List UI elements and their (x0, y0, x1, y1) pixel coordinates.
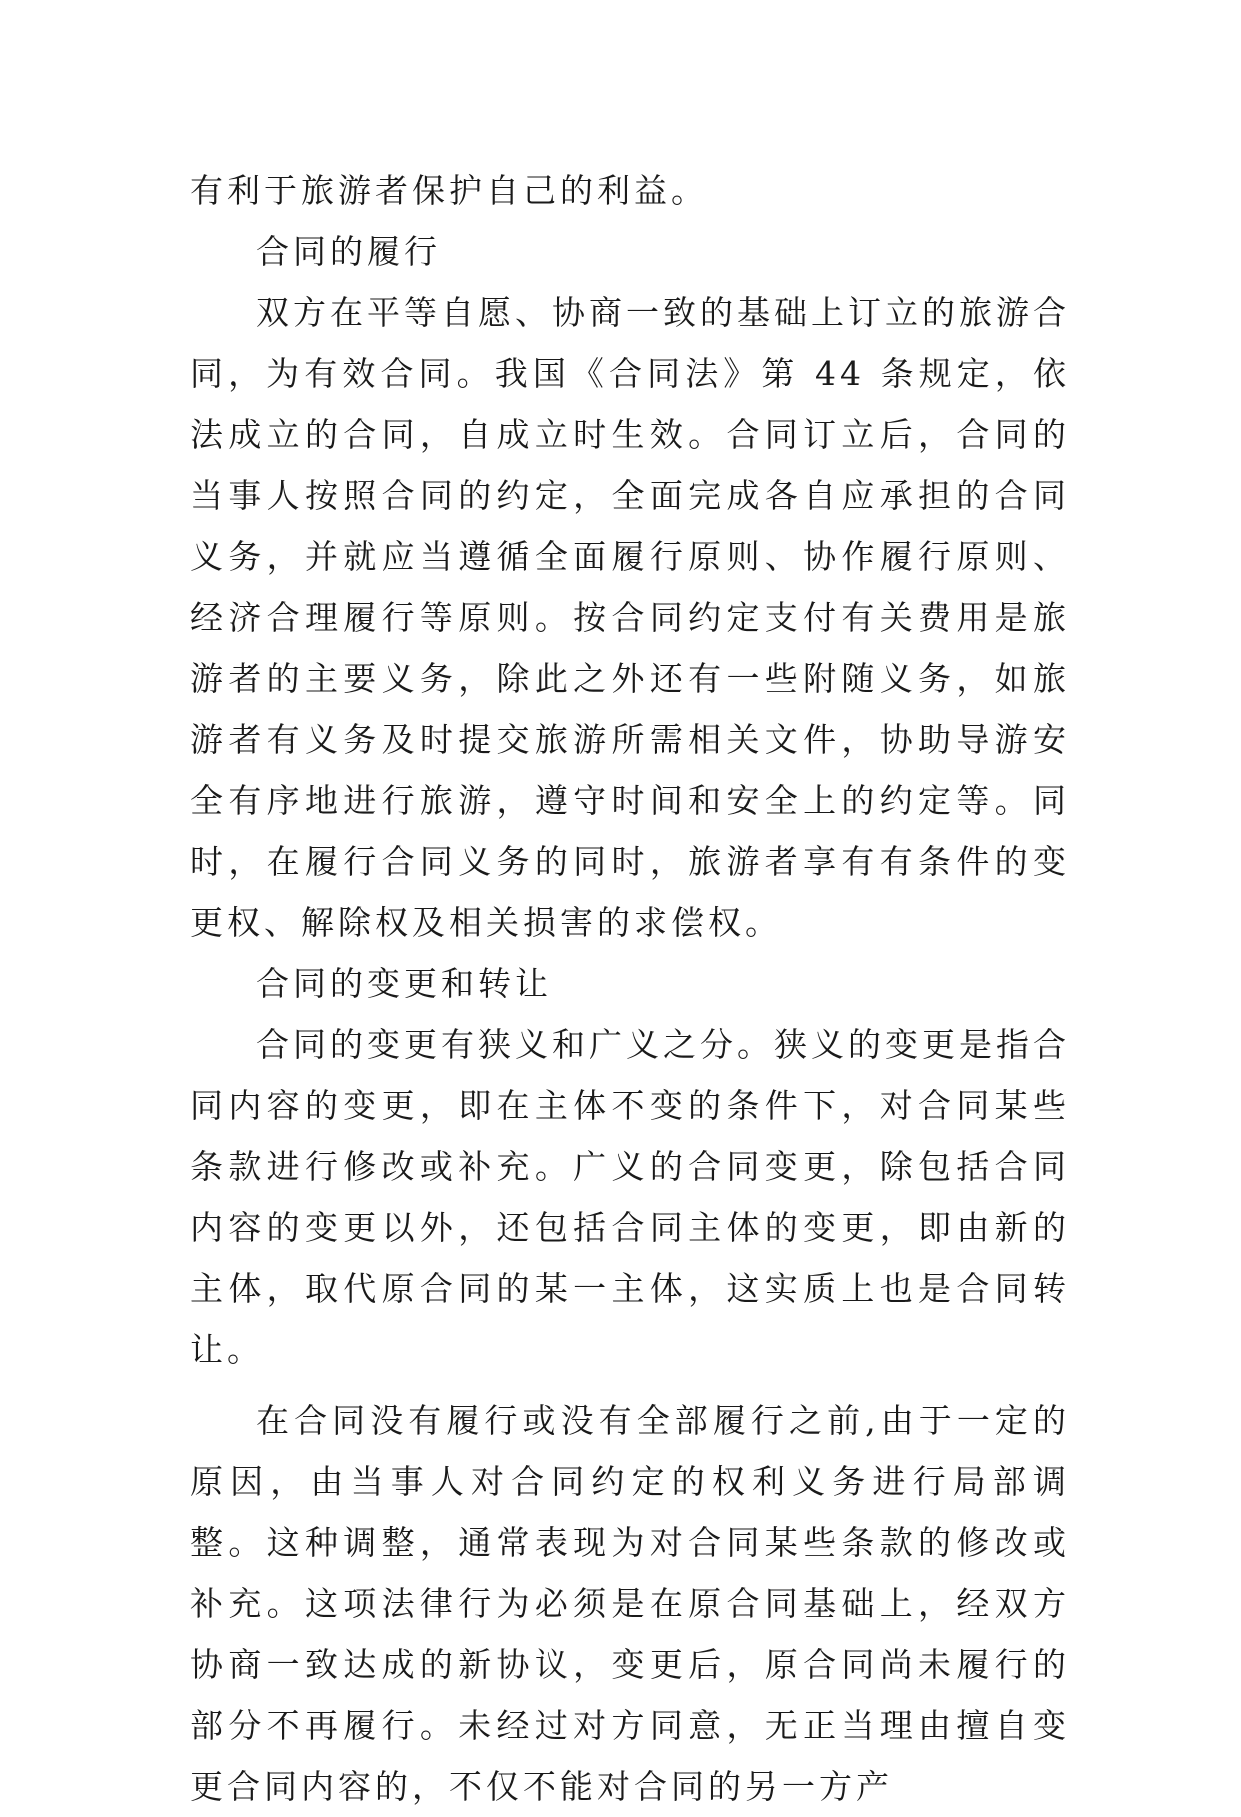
body-text (190, 160, 1070, 1817)
paragraph-performance: 双方在平等自愿、协商一致的基础上订立的旅游合同，为有效合同。我国《合同法》第 44 条规定，依法成立的合同，自成立时生效。合同订立后，合同的当事人按照合同的约定，全面完成各自应承担的合同义务，并就应当遵循全面履行原则、协作履行原则、经济合理履行等原则。按合同约定支付有关费用是旅游者的主要义务，除此之外还有一些附随义务，如旅游者有义务及时提交旅游所需相关文件，协助导游安全有序地进行旅游，遵守时间和安全上的约定等。同时，在履行合同义务的同时，旅游者享有有条件的变更权、解除权及相关损害的求偿权。 (190, 293, 1070, 942)
paragraph-continuation: 有利于旅游者保护自己的利益。 (190, 171, 708, 210)
paragraph-change-details: 在合同没有履行或没有全部履行之前,由于一定的原因，由当事人对合同约定的权利义务进行局部调整。这种调整，通常表现为对合同某些条款的修改或补充。这项法律行为必须是在原合同基础上，经双方协商一致达成的新协议，变更后，原合同尚未履行的部分不再履行。未经过对方同意，无正当理由擅自变更合同内容的，不仅不能对合同的另一方产 (190, 1401, 1070, 1806)
paragraph-change-definition: 合同的变更有狭义和广义之分。狭义的变更是指合同内容的变更，即在主体不变的条件下，对合同某些条款进行修改或补充。广义的合同变更，除包括合同内容的变更以外，还包括合同主体的变更，即由新的主体，取代原合同的某一主体，这实质上也是合同转让。 (190, 1025, 1070, 1369)
heading-contract-performance: 合同的履行 (256, 232, 441, 271)
heading-contract-change-transfer: 合同的变更和转让 (256, 964, 552, 1003)
